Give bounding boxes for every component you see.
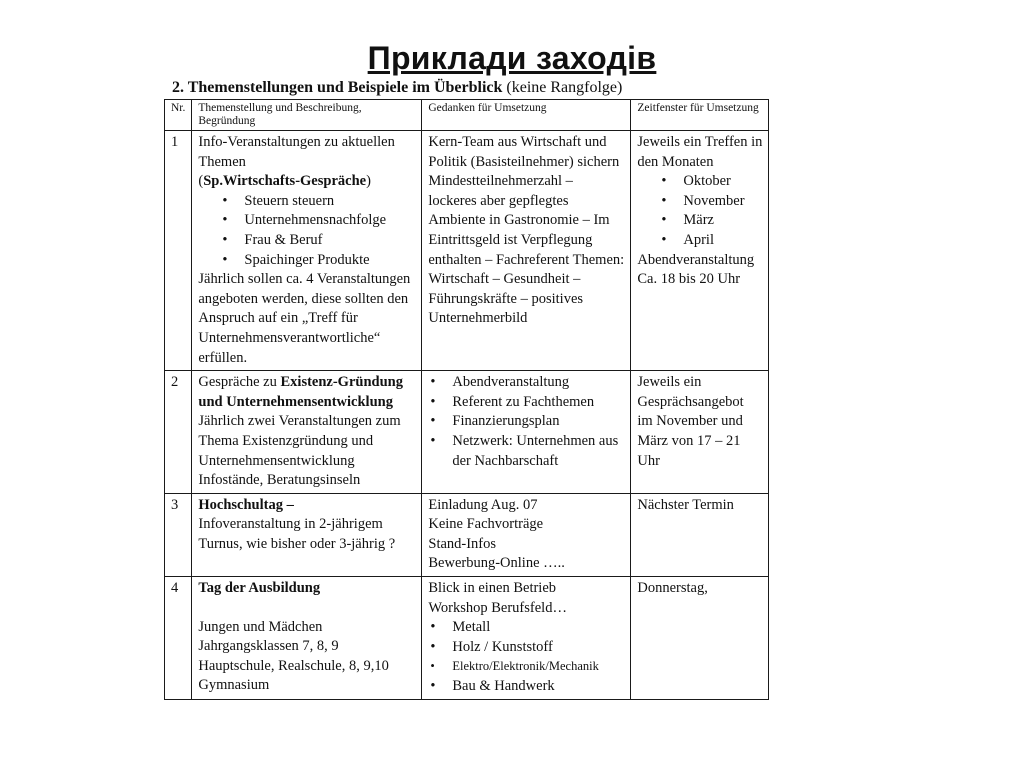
row-number: 3 xyxy=(165,493,192,576)
months-list xyxy=(637,172,762,250)
row-number: 1 xyxy=(165,131,192,371)
topic-description: Jährlich sollen ca. 4 Veranstaltungen angeboten werden, diese sollten den Anspruch auf ein „Treff für Unternehmensverantwortliche“ erfüllen. xyxy=(198,271,411,366)
topic-cell xyxy=(192,493,422,576)
spacer xyxy=(198,599,415,618)
ideas-line: Workshop Berufsfeld… xyxy=(428,599,567,616)
header-ideas: Gedanken für Umsetzung xyxy=(422,100,631,131)
window-cell xyxy=(631,131,769,371)
list-item: • Unternehmensnachfolge xyxy=(222,211,415,231)
list-item: • Spaichinger Produkte xyxy=(222,251,415,271)
row-number: 4 xyxy=(165,577,192,700)
list-item: • Frau & Beruf xyxy=(222,231,415,251)
header-window: Zeitfenster für Umsetzung xyxy=(631,100,769,131)
header-topic: Themenstellung und Beschreibung, Begründung xyxy=(192,100,422,131)
topic-bold-line xyxy=(198,172,415,192)
list-item: • Abendveranstaltung xyxy=(430,373,624,393)
table-row xyxy=(165,577,769,700)
ideas-bullets xyxy=(428,618,624,696)
window-cell: Nächster Termin xyxy=(631,493,769,576)
ideas-line: Keine Fachvorträge xyxy=(428,516,544,533)
topic-normal: Gespräche zu xyxy=(198,374,281,391)
paren: ) xyxy=(366,173,371,190)
topic-description: Jungen und Mädchen Jahrgangsklassen 7, 8, 9 Hauptschule, Realschule, 8, 9,10 Gymnasium xyxy=(198,618,389,694)
list-item: • Bau & Handwerk xyxy=(430,677,624,697)
topic-bold: Hochschultag – xyxy=(198,496,294,513)
ideas-line: Blick in einen Betrieb xyxy=(428,580,557,597)
table-row xyxy=(165,131,769,371)
row-number: 2 xyxy=(165,371,192,494)
table-row xyxy=(165,493,769,576)
window-cell: Jeweils ein Gesprächsangebot im November und März von 17 – 21 Uhr xyxy=(631,371,769,494)
topic-cell xyxy=(192,371,422,494)
list-item: • Referent zu Fachthemen xyxy=(430,393,624,413)
ideas-cell xyxy=(422,371,631,494)
topic-cell xyxy=(192,577,422,700)
topic-description: Jährlich zwei Veranstaltungen zum Thema Existenzgründung und Unternehmensentwicklung Infostände, Beratungsinseln xyxy=(198,413,401,489)
ideas-cell: Kern-Team aus Wirtschaft und Politik (Basisteilnehmer) sichern Mindestteilnehmerzahl – lockeres aber gepflegtes Ambiente in Gastronomie – Im Eintrittsgeld ist Verpflegung enthalten – Fachreferent Themen: Wirtschaft – Gesundheit – Führungskräfte – positives Unternehmerbild xyxy=(422,131,631,371)
list-item: • Finanzierungsplan xyxy=(430,412,624,432)
document-heading-note: (keine Rangfolge) xyxy=(502,79,623,96)
list-item: • Metall xyxy=(430,618,624,638)
window-cell: Donnerstag, xyxy=(631,577,769,700)
window-intro: Jeweils ein Treffen in den Monaten xyxy=(637,134,763,170)
ideas-cell xyxy=(422,577,631,700)
slide-title: Приклади заходів xyxy=(367,40,657,76)
header-nr: Nr. xyxy=(165,100,192,131)
ideas-cell xyxy=(422,493,631,576)
window-tail: Abendveranstaltung Ca. 18 bis 20 Uhr xyxy=(637,251,755,288)
topic-bold: Sp.Wirtschafts-Gespräche xyxy=(203,173,367,190)
table-row xyxy=(165,371,769,494)
ideas-line: Einladung Aug. 07 xyxy=(428,496,538,513)
themes-table xyxy=(164,99,769,700)
list-item: • Oktober xyxy=(661,172,762,192)
ideas-bullets xyxy=(428,373,624,471)
list-item: • Elektro/Elektronik/Mechanik xyxy=(430,657,624,677)
topic-text: Info-Veranstaltungen zu aktuellen Themen xyxy=(198,134,395,170)
list-item: • März xyxy=(661,211,762,231)
table-header-row xyxy=(165,100,769,131)
ideas-line: Bewerbung-Online ….. xyxy=(428,555,565,572)
topic-description: Infoveranstaltung in 2-jährigem Turnus, wie bisher oder 3-jährig ? xyxy=(198,516,396,552)
document-heading xyxy=(172,79,622,97)
list-item: • Steuern steuern xyxy=(222,192,415,212)
list-item: • April xyxy=(661,231,762,251)
document-heading-bold: 2. Themenstellungen und Beispiele im Überblick xyxy=(172,79,503,96)
paren: ( xyxy=(198,173,204,190)
ideas-line: Stand-Infos xyxy=(428,535,497,552)
topic-bold: Tag der Ausbildung xyxy=(198,580,321,597)
list-item: • Netzwerk: Unternehmen aus der Nachbarschaft xyxy=(430,432,624,471)
topic-bullets xyxy=(198,192,415,270)
list-item: • Holz / Kunststoff xyxy=(430,638,624,658)
topic-bold: Existenz-Gründung und Unternehmensentwicklung xyxy=(198,374,403,410)
topic-cell xyxy=(192,131,422,371)
list-item: • November xyxy=(661,192,762,212)
topic-heading xyxy=(198,373,415,412)
